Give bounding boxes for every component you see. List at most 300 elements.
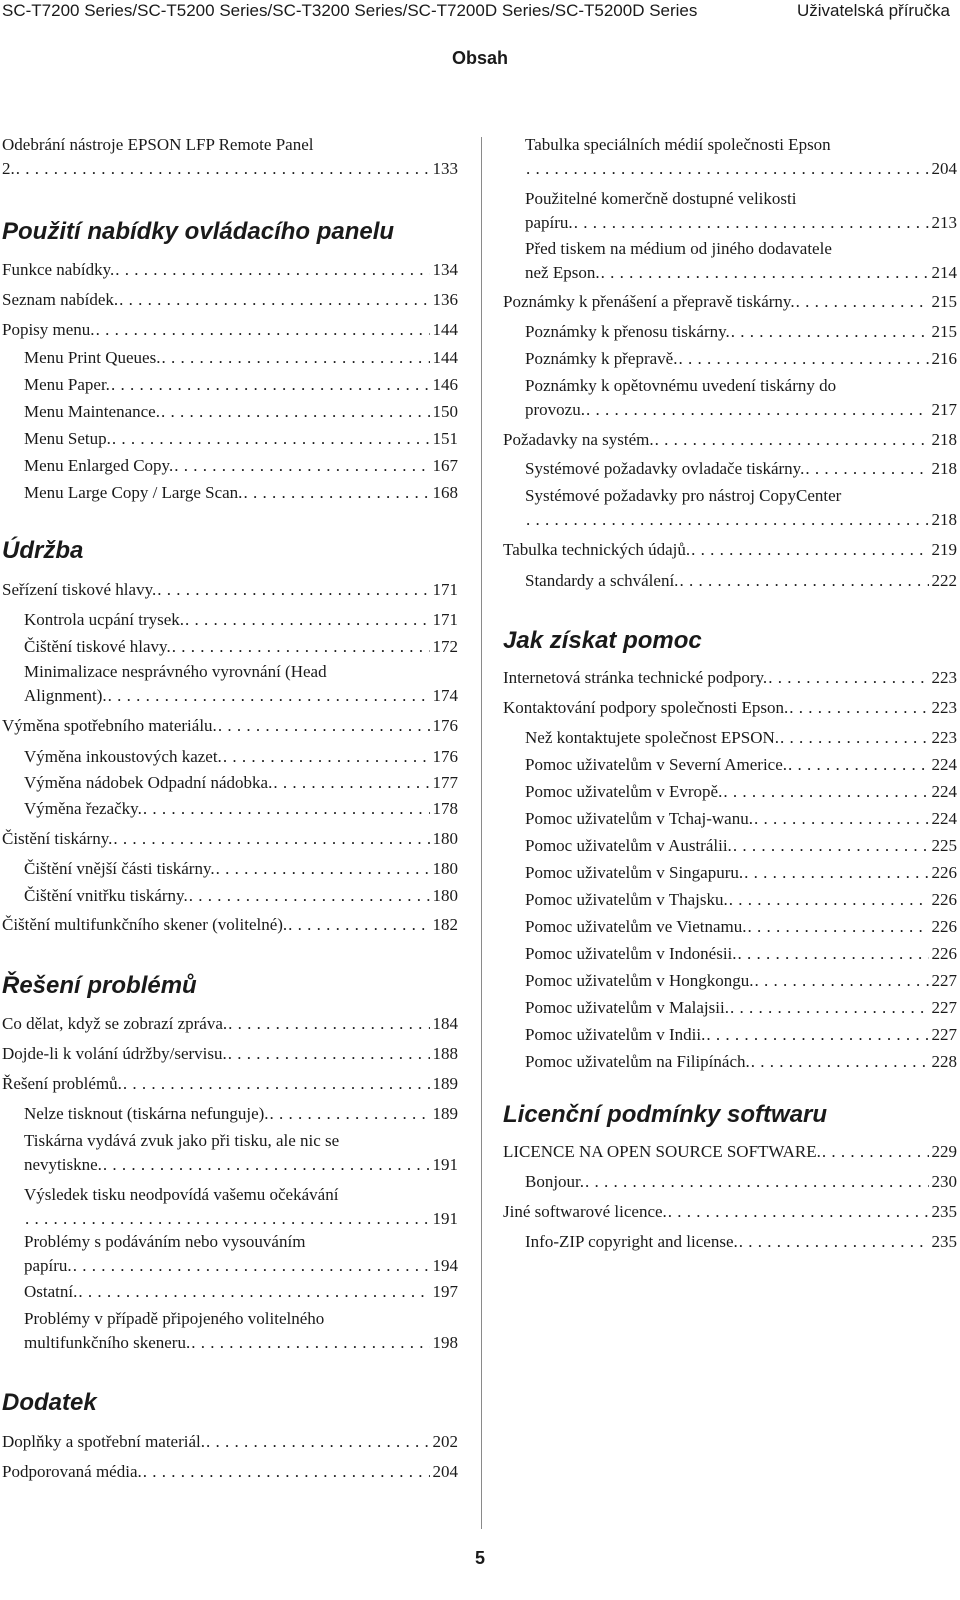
toc-entry[interactable] [525,457,957,481]
dot-leader [102,1153,430,1177]
toc-entry[interactable] [503,428,957,452]
toc-entry-title: LICENCE NA OPEN SOURCE SOFTWARE. [503,1142,821,1161]
dot-leader [173,454,429,478]
toc-entry-row [2,258,458,282]
toc-entry-row [525,915,957,939]
toc-page-number: 223 [931,728,957,747]
toc-entry-row [24,346,458,370]
dot-leader [118,288,429,312]
dot-leader [184,608,429,632]
toc-page-number: 184 [432,1014,458,1033]
toc-entry[interactable] [24,481,458,505]
toc-entry-title: Seznam nabídek. [2,290,119,309]
dot-leader [705,1023,928,1047]
toc-entry-row [503,696,957,720]
dot-leader [190,1331,429,1355]
toc-page-number: 226 [931,917,957,936]
toc-entry[interactable] [2,133,458,181]
toc-entry[interactable] [525,320,957,344]
toc-page-number: 134 [432,260,458,279]
toc-section-heading: Licenční podmínky softwaru [503,1101,828,1128]
dot-leader [160,346,429,370]
dot-leader [77,1280,429,1304]
toc-page-number: 213 [931,213,957,232]
dot-leader [242,481,429,505]
dot-leader [730,320,929,344]
dot-leader [821,1140,929,1164]
toc-entry[interactable] [24,884,458,908]
dot-leader [142,797,430,821]
toc-entry[interactable] [525,915,957,939]
toc-entry-title-cont: papíru. [24,1256,72,1275]
toc-entry-row [525,347,957,371]
toc-page-number: 177 [432,773,458,792]
toc-entry[interactable] [2,827,458,851]
toc-page-number: 218 [931,510,957,529]
toc-entry[interactable] [525,834,957,858]
toc-entry[interactable] [24,1183,458,1231]
toc-entry[interactable] [2,288,458,312]
toc-page-number: 215 [931,322,957,341]
toc-page-number: 180 [432,859,458,878]
toc-entry[interactable] [2,1430,458,1454]
toc-entry-row [24,454,458,478]
toc-entry-row [24,608,458,632]
dot-leader [222,745,430,769]
toc-entry-title: Internetová stránka technické podpory. [503,668,768,687]
toc-page-number: 216 [931,349,957,368]
toc-entry-title: Popisy menu. [2,320,95,339]
toc-entry[interactable] [24,745,458,769]
toc-entry[interactable] [525,780,957,804]
toc-entry-title: Čištění vnější části tiskárny. [24,859,215,878]
toc-entry[interactable] [525,996,957,1020]
toc-entry[interactable] [2,1460,458,1484]
toc-entry-row [525,726,957,750]
toc-entry-title: Doplňky a spotřební materiál. [2,1432,206,1451]
toc-page-number: 215 [931,292,957,311]
toc-entry-row [525,320,957,344]
toc-section-heading: Jak získat pomoc [503,627,702,654]
toc-page-number: 180 [432,886,458,905]
toc-entry-row [525,1050,957,1074]
toc-entry-title: Kontrola ucpání trysek. [24,610,185,629]
toc-entry-row [525,780,957,804]
toc-entry[interactable] [525,888,957,912]
toc-entry-title: Pomoc uživatelům v Tchaj-wanu. [525,809,753,828]
toc-entry-title: Čištění vnitřku tiskárny. [24,886,188,905]
toc-entry[interactable] [24,1307,458,1355]
toc-page-number: 226 [931,944,957,963]
dot-leader [227,1042,430,1066]
toc-section-heading: Použití nabídky ovládacího panelu [2,218,395,245]
dot-leader [743,861,928,885]
toc-entry-title-cont: Alignment). [24,686,107,705]
toc-entry[interactable] [525,861,957,885]
toc-page-number: 235 [931,1232,957,1251]
dot-leader [114,258,429,282]
toc-page-number: 150 [432,402,458,421]
toc-entry-row [525,807,957,831]
toc-page-number: 182 [432,915,458,934]
toc-entry[interactable] [24,454,458,478]
dot-leader [269,1102,430,1126]
toc-entry[interactable] [525,1023,957,1047]
toc-entry-title: Poznámky k přenosu tiskárny. [525,322,730,341]
dot-leader [600,261,929,285]
dot-leader [753,807,929,831]
dot-leader [215,857,430,881]
toc-entry-row [2,1072,458,1096]
toc-page-number: 223 [931,668,957,687]
toc-entry-title: Menu Maintenance. [24,402,160,421]
toc-entry[interactable] [24,797,458,821]
toc-page-number: 146 [432,375,458,394]
toc-page-number: 180 [432,829,458,848]
dot-leader [788,696,928,720]
toc-entry[interactable] [24,346,458,370]
dot-leader [188,884,430,908]
toc-entry-title: Tabulka technických údajů. [503,540,691,559]
toc-entry[interactable] [2,913,458,937]
toc-entry-row [2,288,458,312]
toc-page-number: 224 [931,755,957,774]
toc-entry-row [2,1460,458,1484]
dot-leader [525,157,929,181]
toc-page-number: 151 [432,429,458,448]
toc-entry-title: Funkce nabídky. [2,260,115,279]
toc-entry-title: Bonjour. [525,1172,585,1191]
toc-entry-title: Poznámky k přepravě. [525,349,678,368]
dot-leader [678,569,928,593]
toc-entry[interactable] [525,942,957,966]
toc-entry-row [24,745,458,769]
toc-entry[interactable] [2,578,458,602]
toc-page-number: 174 [432,686,458,705]
toc-entry-title: Dojde-li k volání údržby/servisu. [2,1044,227,1063]
toc-entry-row [2,1430,458,1454]
toc-entry[interactable] [24,635,458,659]
toc-entry-title: Nelze tisknout (tiskárna nefunguje). [24,1104,269,1123]
toc-page-number: 144 [432,348,458,367]
toc-entry-title: Pomoc uživatelům v Austrálii. [525,836,732,855]
toc-entry[interactable] [525,133,957,181]
toc-entry-title: Pomoc uživatelům v Malajsii. [525,998,729,1017]
toc-entry-title: Pomoc uživatelům v Evropě. [525,782,723,801]
toc-entry-row [2,827,458,851]
toc-entry-row [525,1230,957,1254]
toc-entry-title: Minimalizace nesprávného vyrovnání (Head [24,662,327,681]
dot-leader [287,913,429,937]
dot-leader [227,1012,429,1036]
toc-entry-title: Problémy s podáváním nebo vysouváním [24,1232,306,1251]
dot-leader [729,996,929,1020]
dot-leader [795,290,929,314]
dot-leader [111,427,430,451]
dot-leader [24,1207,430,1231]
toc-entry-row [24,635,458,659]
toc-entry-title: Čistění tiskárny. [2,829,113,848]
toc-page-number: 227 [931,1025,957,1044]
toc-entry[interactable] [24,373,458,397]
toc-entry-title: Standardy a schválení. [525,571,679,590]
toc-entry-row [503,538,957,562]
dot-leader [767,666,928,690]
toc-entry-row [503,428,957,452]
toc-entry[interactable] [24,1102,458,1126]
toc-entry-title: Pomoc uživatelům v Indonésii. [525,944,737,963]
toc-entry-title: Než kontaktujete společnost EPSON. [525,728,780,747]
dot-leader [584,1170,928,1194]
toc-entry-row [503,290,957,314]
toc-page-number: 219 [931,540,957,559]
toc-entry[interactable] [24,1129,458,1177]
toc-entry-title: Kontaktování podpory společnosti Epson. [503,698,789,717]
dot-leader [750,1050,929,1074]
toc-page-number: 226 [931,863,957,882]
toc-entry-row [525,996,957,1020]
toc-entry[interactable] [24,1230,458,1278]
toc-page-number: 176 [432,716,458,735]
toc-entry-row [24,481,458,505]
toc-entry-title: Odebrání nástroje EPSON LFP Remote Panel [2,135,314,154]
toc-entry[interactable] [2,258,458,282]
toc-entry-row [2,1042,458,1066]
toc-entry[interactable] [503,290,957,314]
toc-entry-row [525,861,957,885]
toc-entry-title: Menu Paper. [24,375,110,394]
toc-entry[interactable] [525,237,957,285]
toc-entry[interactable] [525,347,957,371]
toc-entry[interactable] [503,696,957,720]
toc-entry-row [503,666,957,690]
toc-entry-title: Menu Large Copy / Large Scan. [24,483,243,502]
toc-entry-row [24,1153,458,1177]
toc-page-number: 229 [931,1142,957,1161]
dot-leader [171,635,430,659]
toc-entry-title: Čištění multifunkčního skener (volitelné). [2,915,288,934]
toc-entry[interactable] [525,753,957,777]
toc-entry[interactable] [2,318,458,342]
dot-leader [804,457,928,481]
toc-entry-title: Jiné softwarové licence. [503,1202,667,1221]
toc-page-number: 214 [931,263,957,282]
toc-entry-row [24,1102,458,1126]
toc-entry[interactable] [525,969,957,993]
toc-page-number: 197 [432,1282,458,1301]
toc-entry-row [24,400,458,424]
toc-entry-row [24,1207,458,1231]
toc-entry-row [525,398,957,422]
toc-entry-title: Výměna řezačky. [24,799,142,818]
toc-entry-row [525,457,957,481]
toc-page-number: 136 [432,290,458,309]
toc-entry-title-cont: 2. [2,159,15,178]
toc-page-number: 189 [432,1104,458,1123]
toc-entry-title: Pomoc uživatelům v Thajsku. [525,890,728,909]
toc-entry[interactable] [2,1042,458,1066]
toc-page-number: 171 [432,580,458,599]
toc-page-number: 224 [931,782,957,801]
dot-leader [737,942,929,966]
toc-entry[interactable] [525,1230,957,1254]
toc-page-number: 235 [931,1202,957,1221]
dot-leader [110,373,430,397]
dot-leader [732,834,929,858]
toc-page-number: 225 [931,836,957,855]
toc-entry[interactable] [503,1200,957,1224]
toc-page-number: 144 [432,320,458,339]
dot-leader [205,1430,429,1454]
toc-section-heading: Dodatek [2,1389,97,1416]
toc-entry[interactable] [525,484,957,532]
toc-entry[interactable] [2,1072,458,1096]
toc-page-number: 230 [931,1172,957,1191]
toc-entry-row [525,157,957,181]
toc-entry-row [24,684,458,708]
toc-entry[interactable] [24,857,458,881]
toc-entry[interactable] [503,1140,957,1164]
toc-entry-title-cont: nevytiskne. [24,1155,102,1174]
toc-entry-row [2,1012,458,1036]
toc-entry-title-cont: než Epson. [525,263,600,282]
toc-entry-title: Výměna spotřebního materiálu. [2,716,217,735]
toc-page-number: 228 [931,1052,957,1071]
toc-page-number: 226 [931,890,957,909]
dot-leader [142,1460,430,1484]
toc-page-number: 227 [931,998,957,1017]
dot-leader [738,1230,929,1254]
toc-entry-title: Problémy v případě připojeného volitelného [24,1309,325,1328]
toc-page-number: 194 [432,1256,458,1275]
toc-entry-title: Seřízení tiskové hlavy. [2,580,157,599]
toc-entry-row [24,373,458,397]
dot-leader [677,347,928,371]
running-header [0,0,960,28]
toc-entry-row [525,888,957,912]
toc-entry-title: Pomoc uživatelům ve Vietnamu. [525,917,747,936]
header-guide-title: Uživatelská příručka [796,1,950,20]
toc-entry-title: Menu Setup. [24,429,111,448]
toc-entry-row [2,714,458,738]
dot-leader [160,400,430,424]
dot-leader [573,211,929,235]
toc-entry-title: Menu Print Queues. [24,348,161,367]
dot-leader [122,1072,430,1096]
toc-page-number: 227 [931,971,957,990]
toc-entry[interactable] [2,1012,458,1036]
dot-leader [787,753,928,777]
dot-leader [722,780,928,804]
toc-entry[interactable] [24,427,458,451]
toc-entry-row [525,1170,957,1194]
toc-entry-row [24,1331,458,1355]
column-divider [481,137,482,1529]
toc-entry-row [503,1200,957,1224]
toc-page-number: 217 [931,400,957,419]
toc-entry[interactable] [24,1280,458,1304]
dot-leader [667,1200,929,1224]
toc-page-number: 198 [432,1333,458,1352]
toc-entry[interactable] [503,666,957,690]
toc-entry-title-cont: multifunkčního skeneru. [24,1333,191,1352]
toc-entry[interactable] [525,807,957,831]
dot-leader [747,915,929,939]
toc-entry-title: Před tiskem na médium od jiného dodavatele [525,239,832,258]
toc-entry[interactable] [525,1170,957,1194]
toc-entry-title: Výměna nádobek Odpadní nádobka. [24,773,273,792]
toc-entry-title: Požadavky na systém. [503,430,654,449]
toc-entry-row [2,913,458,937]
page-number: 5 [474,1548,485,1568]
toc-entry[interactable] [24,660,458,708]
dot-leader [272,771,429,795]
toc-entry-row [24,797,458,821]
toc-entry[interactable] [525,726,957,750]
toc-page-number: 222 [931,571,957,590]
toc-entry[interactable] [525,569,957,593]
toc-entry-title: Tiskárna vydává zvuk jako při tisku, ale nic se [24,1131,340,1150]
toc-entry-row [24,771,458,795]
toc-entry-row [2,318,458,342]
toc-page-number: 171 [432,610,458,629]
toc-page-number: 224 [931,809,957,828]
dot-leader [217,714,430,738]
toc-entry[interactable] [503,538,957,562]
toc-page-number: 204 [931,159,957,178]
toc-entry-title: Tabulka speciálních médií společnosti Epson [525,135,831,154]
toc-entry-row [24,427,458,451]
toc-entry-title: Použitelné komerčně dostupné velikosti [525,189,797,208]
toc-entry-title: Co dělat, když se zobrazí zpráva. [2,1014,228,1033]
toc-entry-row [2,157,458,181]
dot-leader [156,578,429,602]
toc-entry-title: Pomoc uživatelům na Filipínách. [525,1052,750,1071]
dot-leader [72,1254,430,1278]
toc-entry[interactable] [24,400,458,424]
dot-leader [654,428,929,452]
toc-entry-title: Pomoc uživatelům v Indii. [525,1025,706,1044]
toc-entry-title: Pomoc uživatelům v Singapuru. [525,863,744,882]
toc-entry-title: Výsledek tisku neodpovídá vašemu očekávání [24,1185,339,1204]
toc-entry[interactable] [2,714,458,738]
toc-page-number: 167 [432,456,458,475]
dot-leader [779,726,928,750]
dot-leader [728,888,929,912]
toc-entry-title: Výměna inkoustových kazet. [24,747,222,766]
toc-entry[interactable] [525,1050,957,1074]
toc-entry-row [525,261,957,285]
toc-entry-title: Pomoc uživatelům v Hongkongu. [525,971,754,990]
page-title: Obsah [451,48,508,68]
toc-page-number: 191 [432,1155,458,1174]
toc-entry[interactable] [525,374,957,422]
dot-leader [690,538,928,562]
toc-section-heading: Řešení problémů [2,972,197,999]
toc-entry-title-cont: provozu. [525,400,585,419]
toc-entry[interactable] [24,608,458,632]
toc-entry[interactable] [24,771,458,795]
toc-entry-row [525,569,957,593]
toc-page-number: 133 [432,159,458,178]
toc-entry[interactable] [525,187,957,235]
toc-entry-row [525,1023,957,1047]
dot-leader [112,827,429,851]
toc-entry-row [525,969,957,993]
toc-entry-title-cont: papíru. [525,213,573,232]
toc-entry-title: Info-ZIP copyright and license. [525,1232,738,1251]
dot-leader [754,969,929,993]
